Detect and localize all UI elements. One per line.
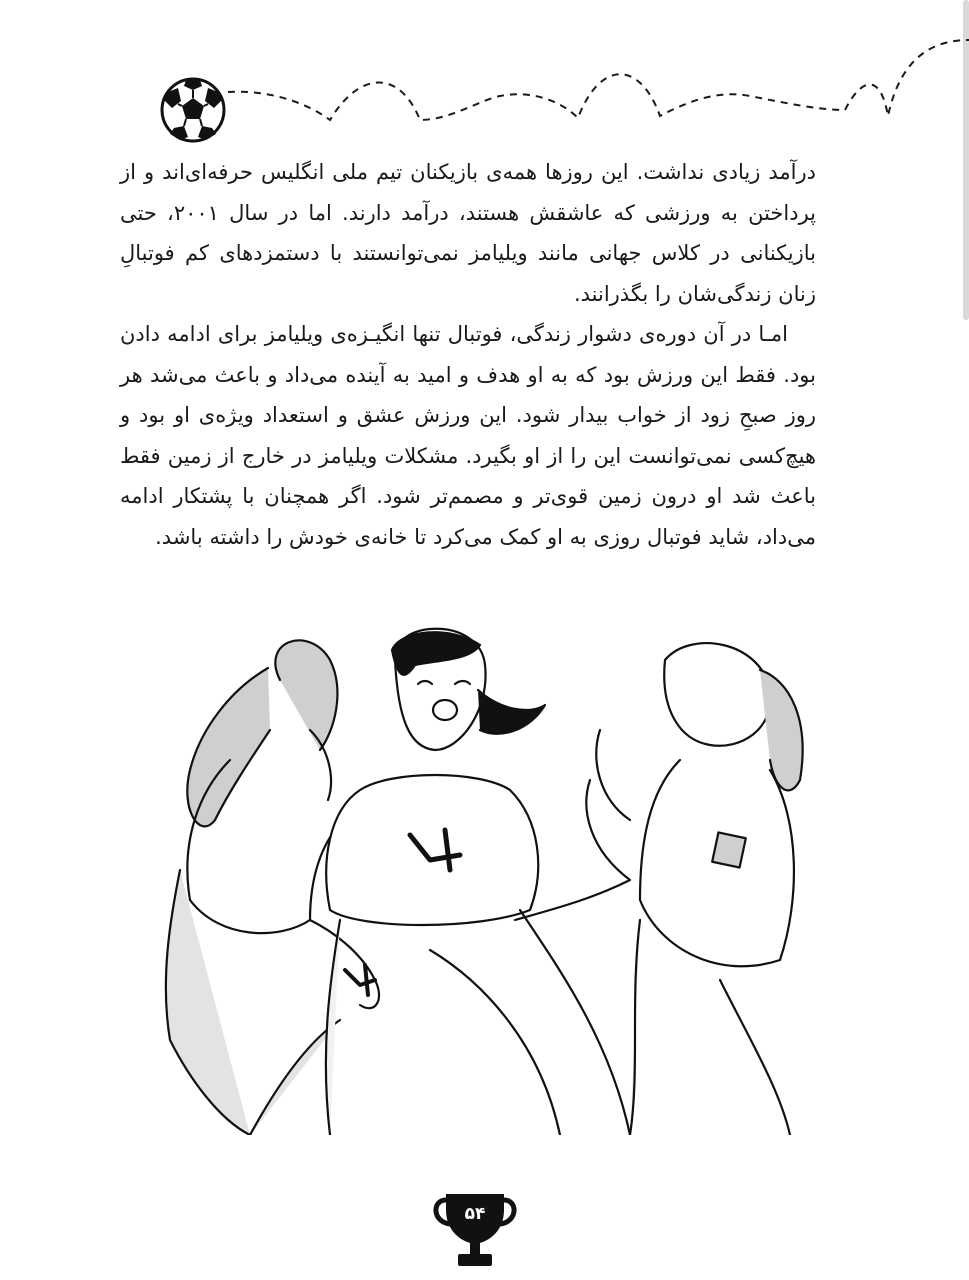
trophy-icon xyxy=(430,1188,520,1270)
center-player xyxy=(326,629,630,1135)
players-illustration xyxy=(160,620,816,1135)
paragraph-1: درآمد زیادی نداشت. این روزها همه‌ی بازیکنان تیم ملی انگلیس حرفه‌ای‌اند و از پرداختن به ورزشی که عاشقش هستند، درآمد دارند. اما در سال ۲۰۰۱، حتی بازیکنانی در کلاس جهانی مانند ویلیامز نمی‌توانستند با دستمزدهای کم فوتبالِ زنان زندگی‌شان را بگذرانند. xyxy=(120,160,816,306)
soccer-ball-icon xyxy=(162,79,224,141)
dashed-trail xyxy=(228,40,969,120)
body-text xyxy=(120,152,816,557)
header-decoration xyxy=(0,0,969,160)
right-player xyxy=(515,643,803,1135)
paragraph-2: امـا در آن دوره‌ی دشوار زندگی، فوتبال تنها انگیـزه‌ی ویلیامز برای ادامه دادن بود. فقط این ورزش بود که به او هدف و امید به آینده می‌داد و باعث می‌شد هر روز صبحِ زود از خواب بیدار شود. این ورزش عشق و استعداد ویژه‌ی او بود و هیچ‌کسی نمی‌توانست این را از او بگیرد. مشکلات ویلیامز در خارج از زمین فقط باعث شد او درون زمین قوی‌تر و مصمم‌تر شود. اگر همچنان با پشتکار ادامه می‌داد، شاید فوتبال روزی به او کمک می‌کرد تا خانه‌ی خودش را داشته باشد. xyxy=(120,322,816,549)
page-number: ۵۴ xyxy=(464,1204,486,1224)
page-number-badge xyxy=(430,1188,520,1270)
